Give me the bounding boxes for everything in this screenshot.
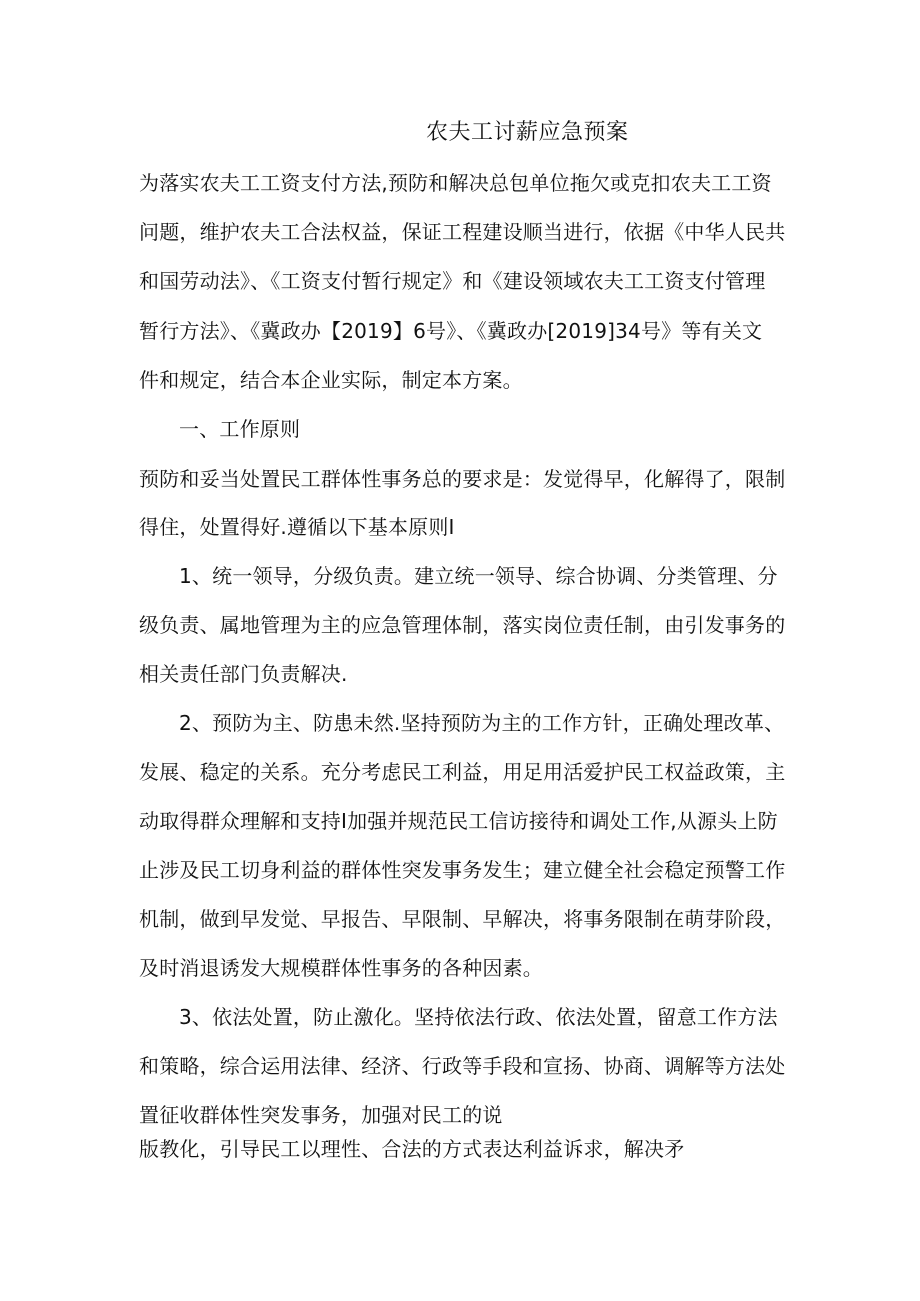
paragraph-line: 置征收群体性突发事务，加强对民工的说 [139, 1103, 503, 1127]
paragraph-line: 2、预防为主、防患未然.坚持预防为主的工作方针，正确处理改革、 [179, 711, 785, 735]
paragraph-line: 3、依法处置，防止激化。坚持依法行政、依法处置，留意工作方法 [179, 1005, 778, 1029]
paragraph-line: 和国劳动法》、《工资支付暂行规定》和《建设领域农夫工工资支付管理 [139, 269, 766, 293]
paragraph-line: 发展、稳定的关系。充分考虑民工利益，用足用活爱护民工权益政策，主 [139, 760, 786, 784]
paragraph-line: 止涉及民工切身利益的群体性突发事务发生；建立健全社会稳定预警工作 [139, 858, 786, 882]
document-title: 农夫工讨薪应急预案 [426, 120, 629, 145]
paragraph-line: 件和规定，结合本企业实际，制定本方案。 [139, 368, 523, 392]
paragraph-line: 级负责、属地管理为主的应急管理体制，落实岗位责任制，由引发事务的 [139, 613, 786, 637]
paragraph-line: 得住，处置得好.遵循以下基本原则I [139, 515, 455, 539]
paragraph-line: 及时消退诱发大规模群体性事务的各种因素。 [139, 956, 543, 980]
paragraph-line: 和策略，综合运用法律、经济、行政等手段和宣扬、协商、调解等方法处 [139, 1054, 786, 1078]
paragraph-line: 动取得群众理解和支持I加强并规范民工信访接待和调处工作,从源头上防 [139, 809, 778, 833]
paragraph-line: 为落实农夫工工资支付方法,预防和解决总包单位拖欠或克扣农夫工工资 [139, 171, 772, 195]
paragraph-line: 机制，做到早发觉、早报告、早限制、早解决，将事务限制在萌芽阶段， [139, 907, 786, 931]
paragraph-line: 问题，维护农夫工合法权益，保证工程建设顺当进行，依据《中华人民共 [139, 220, 786, 244]
paragraph-line: 暂行方法》、《冀政办【2019】6号》、《冀政办[2019]34号》等有关文 [139, 319, 763, 343]
paragraph-line: 版教化，引导民工以理性、合法的方式表达利益诉求，解决矛 [139, 1137, 685, 1161]
paragraph-line: 预防和妥当处置民工群体性事务总的要求是：发觉得早，化解得了，限制 [139, 467, 786, 491]
paragraph-line: 1、统一领导，分级负责。建立统一领导、综合协调、分类管理、分 [179, 564, 778, 588]
paragraph-line: 相关责任部门负责解决. [139, 662, 348, 686]
section-heading: 一、工作原则 [179, 417, 301, 441]
